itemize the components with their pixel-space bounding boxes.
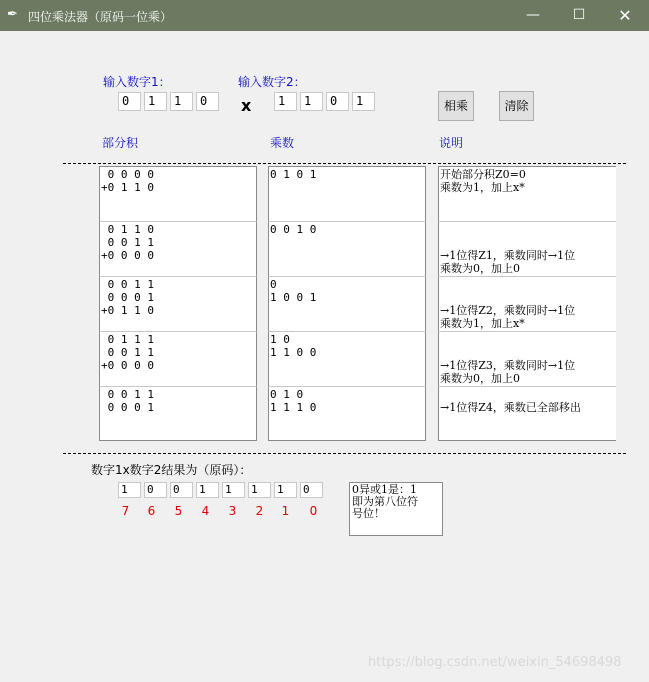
bit-index-label: 2 — [255, 504, 264, 518]
partial-step-cell[interactable] — [99, 221, 257, 276]
feather-icon: ✒ — [7, 7, 18, 22]
bit-index-label: 3 — [228, 504, 237, 518]
explanation-step-text: →1位得Z1，乘数同时→1位 乘数为0，加上0 — [440, 249, 576, 275]
watermark: https://blog.csdn.net/weixin_54698498 — [368, 655, 622, 670]
divider-top — [63, 163, 626, 164]
explanation-step-cell[interactable] — [438, 221, 616, 276]
multiplier-step-text: 0 1 0 1 — [270, 168, 317, 181]
bit-index-label: 7 — [121, 504, 130, 518]
multiplier-header: 乘数 — [270, 136, 295, 150]
explanation-step-text: →1位得Z4，乘数已全部移出 — [440, 401, 581, 414]
partial-step-text: 0 1 1 1 0 0 1 1 +0 0 0 0 — [101, 333, 154, 372]
explanation-step-text: →1位得Z2，乘数同时→1位 乘数为1，加上x* — [440, 304, 576, 330]
explanation-step-cell[interactable] — [438, 386, 616, 441]
times-symbol: x — [241, 96, 252, 115]
num1-bit-input[interactable]: 0 — [118, 92, 141, 111]
multiplier-step-text: 0 0 1 0 — [270, 223, 317, 236]
clear-button[interactable]: 清除 — [499, 91, 534, 121]
partial-step-text: 0 0 1 1 0 0 0 1 +0 1 1 0 — [101, 278, 154, 317]
multiplier-step-text: 0 1 0 1 1 1 0 — [270, 388, 317, 414]
num1-label: 输入数字1： — [103, 75, 171, 89]
result-bit-field[interactable]: 0 — [170, 482, 193, 498]
bit-index-label: 5 — [174, 504, 183, 518]
explanation-step-text: 开始部分积Z0=0 乘数为1，加上x* — [440, 168, 526, 194]
explanation-step-cell[interactable] — [438, 166, 616, 221]
result-bit-field[interactable]: 1 — [196, 482, 219, 498]
explanation-step-cell[interactable] — [438, 276, 616, 331]
multiplier-step-text: 0 1 0 0 1 — [270, 278, 317, 304]
minimize-button[interactable]: — — [526, 7, 540, 23]
num1-bit-input[interactable]: 1 — [144, 92, 167, 111]
multiplier-step-cell[interactable] — [268, 386, 426, 441]
partial-step-cell[interactable] — [99, 386, 257, 441]
num1-bit-input[interactable]: 1 — [170, 92, 193, 111]
result-bit-field[interactable]: 1 — [118, 482, 141, 498]
num2-bit-input[interactable]: 1 — [274, 92, 297, 111]
result-bit-field[interactable]: 0 — [144, 482, 167, 498]
title-bar[interactable] — [0, 0, 649, 31]
partial-step-text: 0 0 0 0 +0 1 1 0 — [101, 168, 154, 194]
partial-step-cell[interactable] — [99, 331, 257, 386]
partial-step-text: 0 1 1 0 0 0 1 1 +0 0 0 0 — [101, 223, 154, 262]
bit-index-label: 4 — [201, 504, 210, 518]
multiplier-step-cell[interactable] — [268, 331, 426, 386]
result-bit-field[interactable]: 1 — [274, 482, 297, 498]
explanation-header: 说明 — [439, 136, 464, 150]
sign-bit-note[interactable]: 0异或1是：1 即为第八位符 号位！ — [349, 482, 443, 536]
multiply-button[interactable]: 相乘 — [438, 91, 474, 121]
explanation-step-cell[interactable] — [438, 331, 616, 386]
num2-bit-input[interactable]: 0 — [326, 92, 349, 111]
result-bit-field[interactable]: 1 — [222, 482, 245, 498]
bit-index-label: 1 — [281, 504, 290, 518]
multiplier-step-cell[interactable] — [268, 221, 426, 276]
result-label: 数字1x数字2结果为（原码）： — [91, 463, 252, 477]
close-button[interactable]: ✕ — [618, 6, 632, 25]
maximize-button[interactable]: ☐ — [572, 7, 586, 23]
num2-bit-input[interactable]: 1 — [352, 92, 375, 111]
num2-label: 输入数字2： — [238, 75, 306, 89]
multiplier-step-cell[interactable] — [268, 276, 426, 331]
multiplier-step-cell[interactable] — [268, 166, 426, 221]
bit-index-label: 6 — [147, 504, 156, 518]
multiplier-step-text: 1 0 1 1 0 0 — [270, 333, 317, 359]
result-bit-field[interactable]: 1 — [248, 482, 271, 498]
window-title: 四位乘法器（原码一位乘） — [28, 10, 173, 24]
partial-step-cell[interactable] — [99, 276, 257, 331]
num2-bit-input[interactable]: 1 — [300, 92, 323, 111]
num1-bit-input[interactable]: 0 — [196, 92, 219, 111]
partial-product-header: 部分积 — [102, 136, 139, 150]
result-bit-field[interactable]: 0 — [300, 482, 323, 498]
divider-bottom — [63, 453, 626, 454]
partial-step-text: 0 0 1 1 0 0 0 1 — [107, 388, 154, 414]
explanation-step-text: →1位得Z3，乘数同时→1位 乘数为0，加上0 — [440, 359, 576, 385]
bit-index-label: 0 — [309, 504, 318, 518]
partial-step-cell[interactable] — [99, 166, 257, 221]
